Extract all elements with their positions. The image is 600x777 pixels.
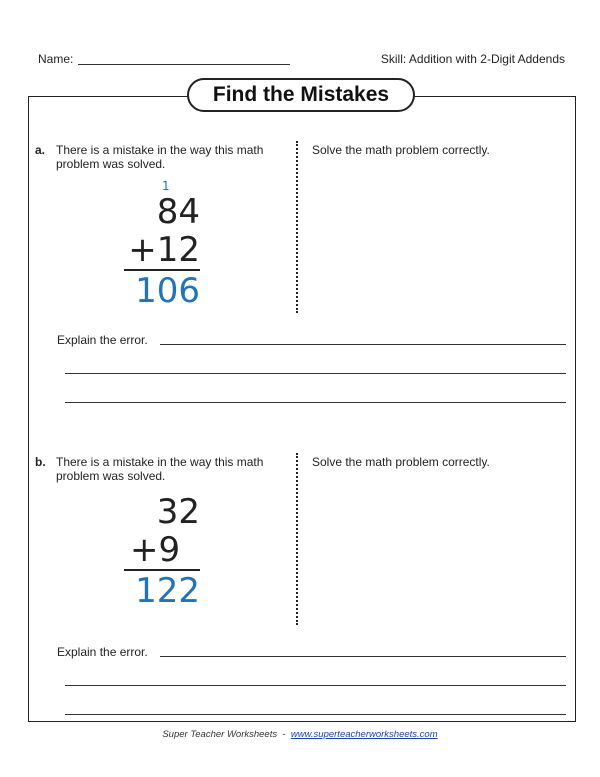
footer — [0, 729, 600, 740]
problem-description: There is a mistake in the way this math problem was solved. — [56, 143, 264, 171]
column-divider — [296, 141, 298, 313]
explain-line-2[interactable] — [65, 685, 566, 686]
addend-bottom: +12 — [128, 230, 200, 270]
skill-label: Skill: Addition with 2-Digit Addends — [380, 52, 565, 66]
problem-letter: b. — [35, 455, 46, 469]
carry-digit: 1 — [162, 179, 170, 193]
column-divider — [296, 453, 298, 625]
footer-link[interactable]: www.superteacherworksheets.com — [290, 729, 438, 740]
name-label: Name: — [38, 52, 74, 66]
addend-top: 84 — [156, 192, 200, 232]
solve-label: Solve the math problem correctly. — [312, 143, 490, 157]
explain-line-3[interactable] — [65, 402, 566, 403]
addend-bottom: +9 — [130, 530, 181, 570]
worksheet-title: Find the Mistakes — [187, 78, 415, 112]
solve-label: Solve the math problem correctly. — [312, 455, 490, 469]
wrong-answer: 122 — [135, 571, 200, 611]
explain-label: Explain the error. — [57, 333, 148, 347]
footer-brand: Super Teacher Worksheets — [162, 729, 278, 740]
explain-line-1[interactable] — [160, 344, 566, 345]
addend-top: 32 — [156, 492, 200, 532]
explain-line-1[interactable] — [160, 656, 566, 657]
name-input-line[interactable] — [78, 64, 290, 65]
worksheet-frame — [28, 96, 576, 722]
explain-label: Explain the error. — [57, 645, 148, 659]
explain-line-2[interactable] — [65, 373, 566, 374]
problem-description: There is a mistake in the way this math problem was solved. — [56, 455, 264, 483]
footer-separator: - — [282, 729, 286, 740]
wrong-answer: 106 — [135, 271, 200, 311]
explain-line-3[interactable] — [65, 714, 566, 715]
problem-letter: a. — [35, 143, 46, 157]
